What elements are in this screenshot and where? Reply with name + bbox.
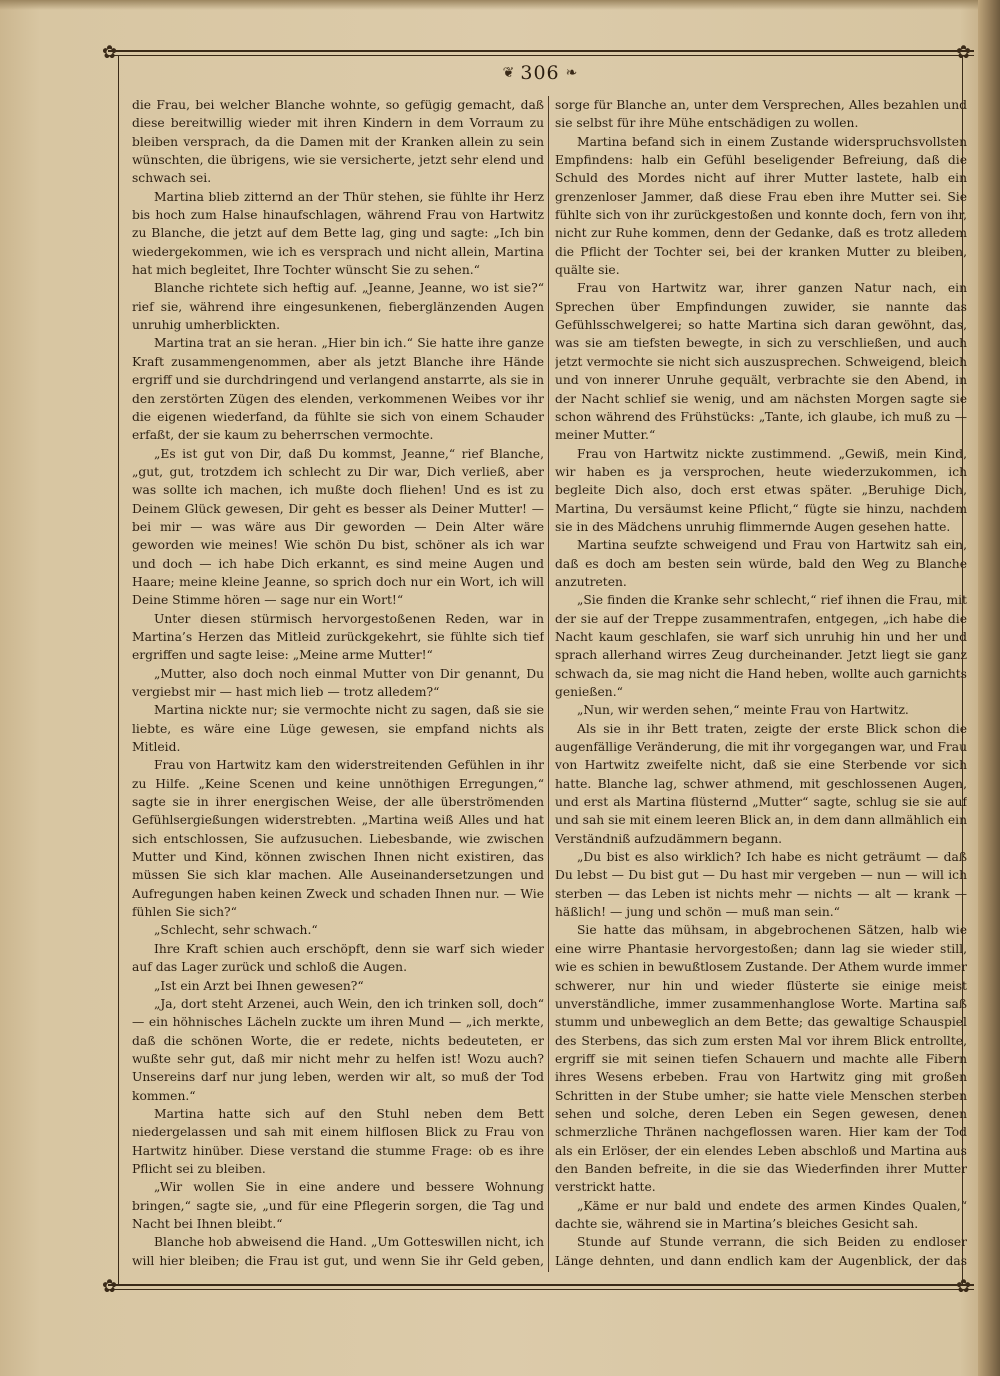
paragraph: Unter diesen stürmisch hervorgestoßenen Reden, war in Martina’s Herzen das Mitleid zurückgekehrt, sie fühlte sich tief ergriffen und sagte leise: „Meine arme Mutter!“ <box>132 611 544 663</box>
paragraph: „Mutter, also doch noch einmal Mutter von Dir genannt, Du vergiebst mir — hast mich lieb — trotz alledem?“ <box>132 666 544 699</box>
page-header <box>470 60 610 86</box>
left-rule <box>118 56 119 1284</box>
paragraph: Martina blieb zitternd an der Thür stehen, sie fühlte ihr Herz bis hoch zum Halse hinaufschlagen, während Frau von Hartwitz zu Blanche, die jetzt auf dem Bette lag, ging und sagte: „Ich bin wiedergekommen, wie ich es versprach und nicht allein, Martina hat mich begleitet, Ihre Tochter wünscht Sie zu sehen.“ <box>132 189 544 278</box>
paragraph: die Frau, bei welcher Blanche wohnte, so gefügig gemacht, daß diese bereitwillig wieder mit ihren Kindern in dem Vorraum zu bleiben versprach, da die Damen mit der Kranken allein zu sein wünschten, die übrigens, wie sie versicherte, jetzt sehr elend und schwach sei. <box>132 98 544 186</box>
top-rule-outer <box>108 50 974 52</box>
paragraph: „Nun, wir werden sehen,“ meinte Frau von Hartwitz. <box>577 703 909 718</box>
paragraph: „Käme er nur bald und endete des armen Kindes Qualen,“ dachte sie, während sie in Martina’s bleiches Gesicht sah. <box>555 1198 967 1231</box>
corner-ornament-br: ✿ <box>956 1276 972 1297</box>
header-ornament-left: ❦ <box>502 65 515 81</box>
paragraph: „Wir wollen Sie in eine andere und bessere Wohnung bringen,“ sagte sie, „und für eine Pflegerin sorgen, die Tag und Nacht bei Ihnen bleibt.“ <box>132 1180 544 1231</box>
header-ornament-right: ❧ <box>565 65 578 81</box>
paragraph: Sie hatte das mühsam, in abgebrochenen Sätzen, halb wie eine wirre Phantasie hervorgestoßen; dann lag sie wieder still, wie es schien in bewußtlosem Zustande. Der Athem wurde immer schwerer, nur hin und wieder flüsterte sie einige meist unverständliche, immer zusammenhanglose Worte. Martina saß stumm und unbeweglich an dem Bette; das gewaltige Schauspiel des Sterbens, das sich zum ersten Mal vor ihrem Blick entrollte, ergriff sie mit seinen tiefen Schauern und machte alle Fibern ihres Wesens erbeben. Frau von Hartwitz ging mit großen Schritten in der Stube umher; sie hatte viele Menschen sterben sehen und solche, deren Leben ein Segen gewesen, denen schmerzliche Thränen nachgeflossen waren. Hier kam der Tod als ein Erlöser, der ein elendes Leben abschloß und Martina aus den Banden befreite, in die sie das Wiederfinden ihrer Mutter verstrickt hatte. <box>555 923 967 1195</box>
paragraph: Blanche hob abweisend die Hand. „Um Gotteswillen nicht, ich will hier bleiben; die Frau ist gut, und wenn Sie ihr Geld geben, <box>132 1235 544 1268</box>
paragraph: Martina seufzte schweigend und Frau von Hartwitz sah ein, daß es doch am besten sein würde, bald den Weg zu Blanche anzutreten. <box>555 538 967 589</box>
paragraph: Frau von Hartwitz war, ihrer ganzen Natur nach, ein Sprechen über Empfindungen zuwider, sie nannte das Gefühlsschwelgerei; so hatte Martina sich daran gewöhnt, das, was sie am tiefsten bewegte, in sich zu verschließen, und auch jetzt vermochte sie nicht sich auszusprechen. Schweigend, bleich und von innerer Unruhe gequält, verbrachte sie den Abend, in der Nacht schlief sie wenig, und am nächsten Morgen sagte sie schon während des Frühstücks: „Tante, ich glaube, ich muß zu — meiner Mutter.“ <box>555 281 967 443</box>
paragraph: „Sie finden die Kranke sehr schlecht,“ rief ihnen die Frau, mit der sie auf der Treppe zusammentrafen, entgegen, „ich habe die Nacht kaum geschlafen, sie warf sich unruhig hin und her und sprach allerhand wirres Zeug durcheinander. Jetzt liegt sie ganz schwach da, sie mag nicht die Hand heben, wollte auch garnichts genießen.“ <box>555 593 967 699</box>
book-spine-edge <box>978 0 1000 1376</box>
paragraph: Martina hatte sich auf den Stuhl neben dem Bett niedergelassen und sah mit einem hilflosen Blick zu Frau von Hartwitz hinüber. Diese verstand die stumme Frage: ob es ihre Pflicht sei zu bleiben. <box>132 1106 544 1176</box>
left-column <box>132 96 544 1272</box>
paragraph: „Ja, dort steht Arzenei, auch Wein, den ich trinken soll, doch“ — ein höhnisches Lächeln zuckte um ihren Mund — „ich merkte, daß die schönen Worte, die er redete, nichts bedeuteten, er wußte sehr gut, daß mir nicht mehr zu helfen ist! Wozu auch? Unsereins darf nur jung leben, werden wir alt, so muß der Tod kommen.“ <box>132 996 544 1103</box>
paragraph: „Du bist es also wirklich? Ich habe es nicht geträumt — daß Du lebst — Du bist gut — Du hast mir vergeben — nun — will ich sterben — das Leben ist nichts mehr — nichts — alt — krank — häßlich! — jung und schön — muß man sein.“ <box>555 850 967 920</box>
page-number: 306 <box>520 62 560 84</box>
paragraph: Frau von Hartwitz nickte zustimmend. „Gewiß, mein Kind, wir haben es ja versprochen, heute wiederzukommen, ich begleite Dich also, doch erst etwas später. „Beruhige Dich, Martina, Du versäumst keine Pflicht,“ fügte sie hinzu, nachdem sie in des Mädchens unruhig flimmernde Augen gesehen hatte. <box>555 446 967 534</box>
paragraph: Als sie in ihr Bett traten, zeigte der erste Blick schon die augenfällige Veränderung, die mit ihr vorgegangen war, und Frau von Hartwitz zweifelte nicht, daß sie eine Sterbende vor sich hatte. Blanche lag, schwer athmend, mit geschlossenen Augen, und erst als Martina flüsternd „Mutter“ sagte, schlug sie sie auf und sah sie mit einem leeren Blick an, in dem dann allmählich ein Verständniß aufzudämmern begann. <box>555 721 967 846</box>
paragraph: „Ist ein Arzt bei Ihnen gewesen?“ <box>154 978 364 993</box>
paragraph: Stunde auf Stunde verrann, die sich Beiden zu endloser Länge dehnten, und dann endlich kam der Augenblick, der das <box>555 1235 967 1268</box>
corner-ornament-tr: ✿ <box>956 42 972 63</box>
paragraph: sorge für Blanche an, unter dem Versprechen, Alles bezahlen und sie selbst für ihre Mühe entschädigen zu wollen. <box>555 98 967 131</box>
paragraph: Martina befand sich in einem Zustande widerspruchsvollsten Empfindens: halb ein Gefühl beseligender Befreiung, daß die Schuld des Mordes nicht auf ihrer Mutter lastete, halb ein grenzenloser Jammer, daß diese Frau eben ihre Mutter sei. Sie fühlte sich von ihr zurückgestoßen und konnte doch, fern von ihr, nicht zur Ruhe kommen, denn der Gedanke, daß es trotz alledem die Pflicht der Tochter sei, bei der kranken Mutter zu bleiben, quälte sie. <box>555 134 967 278</box>
bottom-rule-outer <box>108 1284 974 1286</box>
corner-ornament-tl: ✿ <box>102 42 118 63</box>
page-top-shadow <box>0 0 1000 10</box>
corner-ornament-bl: ✿ <box>102 1276 118 1297</box>
right-column <box>555 96 967 1272</box>
paragraph: Frau von Hartwitz kam den widerstreitenden Gefühlen in ihr zu Hilfe. „Keine Scenen und keine unnöthigen Erregungen,“ sagte sie in ihrer energischen Weise, der alle überströmenden Gefühlsergießungen widerstrebten. „Martina weiß Alles und hat sich entschlossen, Sie aufzusuchen. Liebesbande, wie zwischen Mutter und Kind, können zwischen Ihnen nicht existiren, das müssen Sie sich klar machen. Alle Auseinandersetzungen und Aufregungen haben keinen Zweck und schaden Ihnen nur. — Wie fühlen Sie sich?“ <box>132 758 544 920</box>
bottom-rule-inner <box>108 1289 974 1290</box>
paragraph: Martina trat an sie heran. „Hier bin ich.“ Sie hatte ihre ganze Kraft zusammengenommen, aber als jetzt Blanche ihre Hände ergriff und sie durchdringend und verlangend anstarrte, als sie in den zerstörten Zügen des elenden, verkommenen Weibes vor ihr die eigenen wiederfand, da fühlte sie sich von einem Schauder erfaßt, der sie kaum zu beherrschen vermochte. <box>132 336 544 443</box>
paragraph: Blanche richtete sich heftig auf. „Jeanne, Jeanne, wo ist sie?“ rief sie, während ihre eingesunkenen, fieberglänzenden Augen unruhig umherblickten. <box>132 281 544 333</box>
paragraph: „Es ist gut von Dir, daß Du kommst, Jeanne,“ rief Blanche, „gut, gut, trotzdem ich schlecht zu Dir war, Dich verließ, aber was sollte ich machen, ich mußte doch fliehen! Und es ist zu Deinem Glück gewesen, Dir geht es besser als Deiner Mutter! — bei mir — was wäre aus Dir geworden — Dein Alter wäre geworden wie meines! Wie schön Du bist, schöner als ich war und doch — ich habe Dich erkannt, es sind meine Augen und Haare; meine kleine Jeanne, so sprich doch nur ein Wort, ich will Deine Stimme hören — sage nur ein Wort!“ <box>132 446 544 608</box>
paragraph: Ihre Kraft schien auch erschöpft, denn sie warf sich wieder auf das Lager zurück und schloß die Augen. <box>132 941 544 975</box>
top-rule-inner <box>108 55 974 56</box>
paragraph: Martina nickte nur; sie vermochte nicht zu sagen, daß sie sie liebte, es wäre eine Lüge gewesen, sie empfand nichts als Mitleid. <box>132 703 544 755</box>
column-divider <box>548 96 549 1272</box>
paragraph: „Schlecht, sehr schwach.“ <box>154 923 318 938</box>
